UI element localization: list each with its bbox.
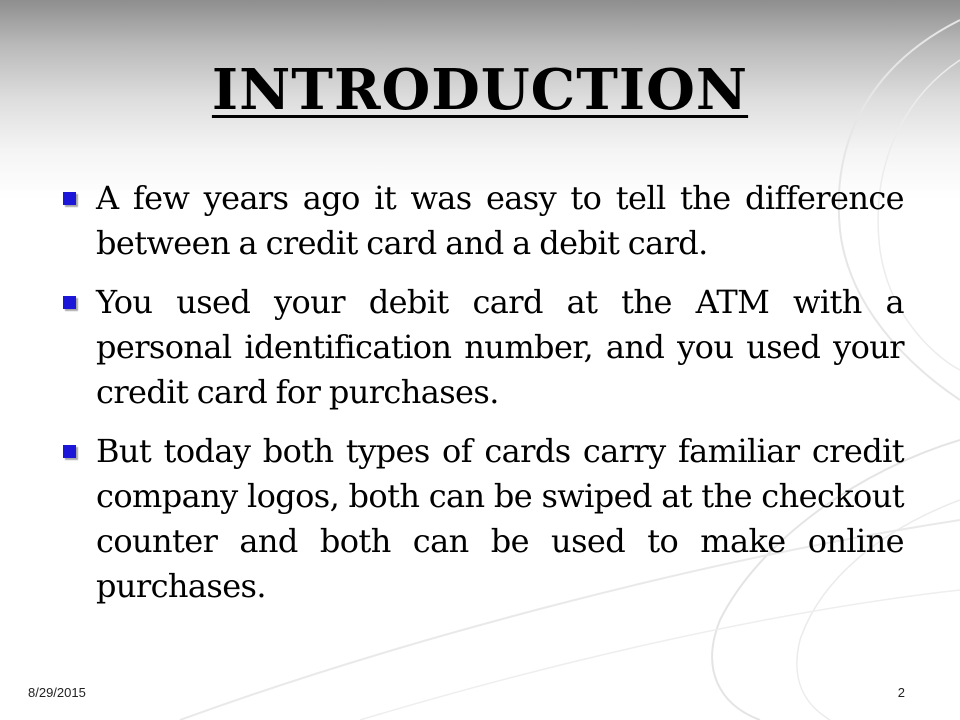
bullet-list [58,176,904,623]
square-bullet-icon [63,296,76,309]
slide-title [0,56,960,124]
bullet-item-2 [58,280,904,415]
slide-title-text: INTRODUCTION [211,57,749,123]
bullet-item-3 [58,429,904,609]
square-bullet-icon [63,192,76,205]
bullet-text-2: You used your debit card at the ATM with a personal identification number, and you used your credit card for purchases. [96,283,904,411]
footer-date: 8/29/2015 [28,685,86,700]
bullet-item-1 [58,176,904,266]
bullet-text-3: But today both types of cards carry familiar credit company logos, both can be swiped at the checkout counter and both can be used to make online purchases. [96,432,904,605]
bullet-text-1: A few years ago it was easy to tell the difference between a credit card and a debit card. [96,179,904,262]
page-number: 2 [897,685,905,700]
square-bullet-icon [63,445,76,458]
